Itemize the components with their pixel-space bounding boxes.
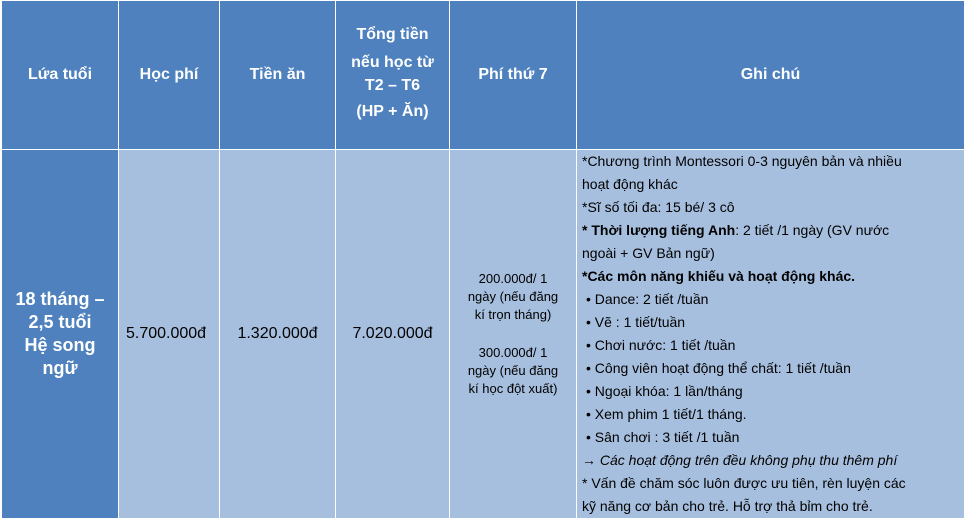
header-notes [577, 1, 965, 150]
tuition-value: 5.700.000đ [126, 325, 207, 342]
notes-cell [577, 150, 965, 519]
activity-dance: • Dance: 2 tiết /tuần [586, 291, 709, 307]
total-value: 7.020.000đ [352, 325, 433, 342]
note-program-line1: *Chương trình Montessori 0-3 nguyên bản và nhiều [582, 153, 902, 169]
note-english [582, 219, 960, 242]
age-line3: Hệ song [24, 335, 96, 355]
activity-park: • Công viên hoạt động thể chất: 1 tiết /tuần [586, 360, 851, 376]
note-care-line1: * Vấn đề chăm sóc luôn được ưu tiên, rèn luyện các [582, 475, 906, 491]
age-cell [2, 150, 119, 519]
age-line1: 18 tháng – [15, 289, 105, 309]
saturday-fee-adhoc-line2: ngày (nếu đăng [467, 363, 559, 378]
total-cell [336, 150, 450, 519]
table-row [2, 150, 965, 519]
header-row [2, 1, 965, 150]
header-notes-label: Ghi chú [740, 66, 801, 84]
header-total-line2: nếu học từ [351, 54, 434, 71]
note-activities-heading [582, 265, 960, 288]
age-line2: 2,5 tuổi [28, 312, 92, 332]
header-total [336, 1, 450, 150]
activity-movie: • Xem phim 1 tiết/1 tháng. [586, 406, 747, 422]
note-english-bold: * Thời lượng tiếng Anh [582, 222, 736, 238]
saturday-fee-monthly-line1: 200.000đ/ 1 [478, 271, 548, 286]
header-age-label: Lứa tuổi [27, 66, 93, 84]
header-saturday-label: Phí thứ 7 [478, 66, 548, 84]
header-total-line1: Tổng tiền [356, 26, 429, 43]
age-line4: ngữ [42, 358, 78, 378]
note-no-surcharge-text: → Các hoạt động trên đều không phụ thu thêm phí [582, 452, 898, 468]
header-age [2, 1, 119, 150]
note-care-line2: kỹ năng cơ bản cho trẻ. Hỗ trợ thả bỉm cho trẻ. [582, 498, 873, 514]
saturday-fee-adhoc-line3: kí học đột xuất) [468, 381, 558, 396]
header-meals [220, 1, 336, 150]
tuition-table [1, 0, 965, 519]
saturday-fee-monthly-line2: ngày (nếu đăng [467, 289, 559, 304]
header-meals-label: Tiền ăn [249, 66, 306, 84]
note-no-surcharge [582, 449, 960, 472]
header-tuition [119, 1, 220, 150]
activity-water-play: • Chơi nước: 1 tiết /tuần [586, 337, 736, 353]
meals-value: 1.320.000đ [237, 325, 318, 342]
header-tuition-label: Học phí [139, 66, 199, 84]
note-class-size: *Sĩ số tối đa: 15 bé/ 3 cô [582, 199, 735, 215]
saturday-fee-monthly-line3: kí trọn tháng) [474, 307, 552, 322]
note-activities-heading-text: *Các môn năng khiếu và hoạt động khác. [582, 268, 856, 284]
note-english-line2: ngoài + GV Bản ngữ) [582, 245, 715, 261]
activity-field-trip: • Ngoại khóa: 1 lần/tháng [586, 383, 743, 399]
header-total-line3: T2 – T6 [364, 77, 421, 94]
saturday-cell [450, 150, 577, 519]
tuition-cell [119, 150, 220, 519]
header-saturday [450, 1, 577, 150]
saturday-fee-adhoc-line1: 300.000đ/ 1 [478, 345, 548, 360]
note-program-line2: hoạt động khác [582, 176, 678, 192]
note-english-rest: : 2 tiết /1 ngày (GV nước [735, 222, 890, 238]
meals-cell [220, 150, 336, 519]
header-total-line4: (HP + Ăn) [356, 103, 429, 120]
activity-drawing: • Vẽ : 1 tiết/tuần [586, 314, 686, 330]
activity-playground: • Sân chơi : 3 tiết /1 tuần [586, 429, 740, 445]
saturday-spacer [454, 324, 572, 344]
